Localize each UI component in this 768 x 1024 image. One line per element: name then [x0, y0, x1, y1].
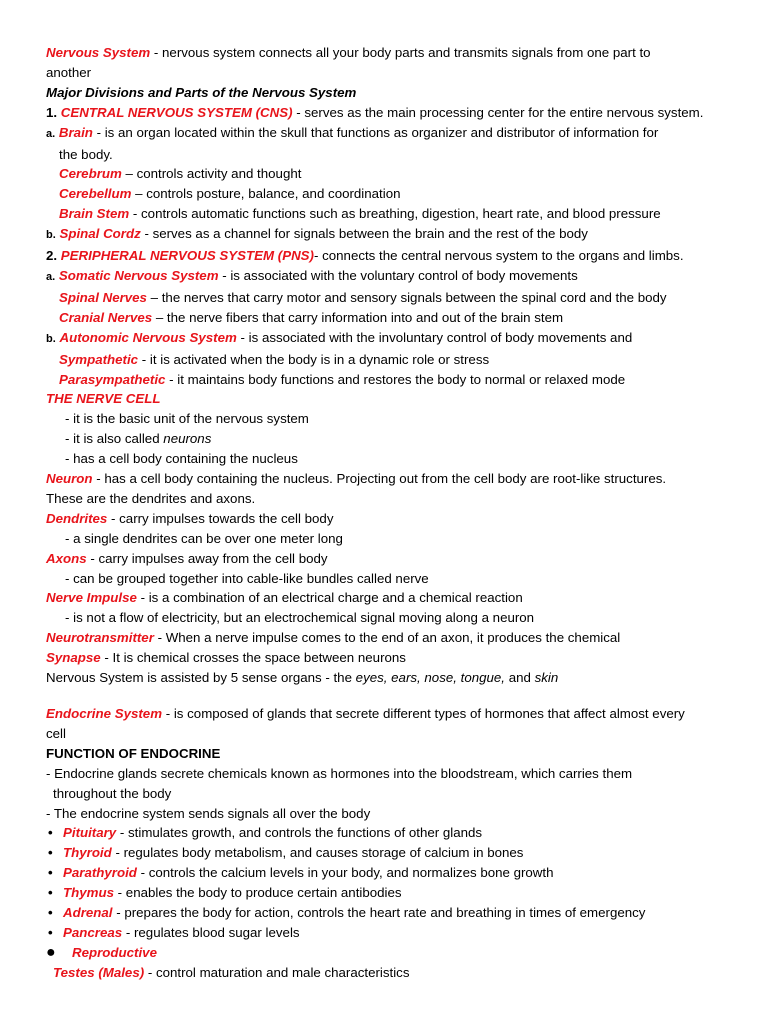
- gland-item-pancreas: [46, 923, 728, 943]
- gland-item-thyroid: [46, 843, 728, 863]
- definition: - stimulates growth, and controls the functions of other glands: [116, 825, 483, 841]
- bullet-icon: •: [48, 825, 53, 841]
- nerve-impulse-sub-point: - is not a flow of electricity, but an electrochemical signal moving along a neuron: [65, 610, 535, 626]
- function-point: - The endocrine system sends signals all over the body: [46, 805, 371, 821]
- term: Cerebrum: [59, 166, 122, 182]
- item-letter: b.: [46, 332, 56, 345]
- axons-item: [46, 549, 728, 569]
- term: Thymus: [63, 885, 114, 901]
- testes-item: [46, 963, 728, 983]
- dendrites-sub-point: - a single dendrites can be over one meter long: [65, 530, 343, 546]
- term: PERIPHERAL NERVOUS SYSTEM (PNS): [60, 248, 314, 264]
- definition: - is composed of glands that secrete different types of hormones that affect almost every: [162, 706, 685, 721]
- function-point: - Endocrine glands secrete chemicals known as hormones into the bloodstream, which carries them: [46, 765, 633, 781]
- function-point-cont: throughout the body: [53, 785, 172, 801]
- definition: – controls activity and thought: [121, 166, 302, 182]
- definition: - regulates body metabolism, and causes storage of calcium in bones: [111, 845, 524, 861]
- sense-organs: eyes, ears, nose, tongue,: [355, 670, 505, 686]
- brain-definition-cont: the body.: [59, 146, 113, 162]
- section-gap: [46, 688, 728, 704]
- function-of-endocrine-heading: FUNCTION OF ENDOCRINE: [46, 745, 221, 761]
- term: Parathyroid: [63, 865, 137, 881]
- item-number: 2.: [46, 248, 58, 264]
- definition: - it maintains body functions and restores the body to normal or relaxed mode: [165, 371, 626, 387]
- item-number: 1.: [46, 104, 58, 120]
- neuron-item: [46, 469, 728, 489]
- bullet-icon: •: [48, 885, 53, 901]
- definition: - enables the body to produce certain antibodies: [113, 885, 402, 901]
- sympathetic-item: [46, 350, 728, 370]
- term: Brain: [58, 124, 93, 140]
- gland-item-reproductive: [46, 943, 728, 963]
- term: Parasympathetic: [59, 371, 166, 387]
- item-letter: a.: [46, 270, 56, 283]
- cerebellum-item: [46, 184, 728, 204]
- definition: - carry impulses away from the cell body: [86, 550, 328, 566]
- definition: - is a combination of an electrical charge and a chemical reaction: [136, 590, 523, 606]
- sense-skin: skin: [534, 670, 559, 686]
- gland-item-adrenal: [46, 903, 728, 923]
- term: Pancreas: [63, 924, 123, 940]
- bullet-icon: •: [48, 924, 53, 940]
- term: Spinal Nerves: [59, 289, 147, 305]
- definition: - When a nerve impulse comes to the end of an axon, it produces the chemical: [153, 630, 621, 646]
- endocrine-definition-cont: cell: [46, 725, 66, 741]
- nerve-cell-point: - it is the basic unit of the nervous system: [65, 411, 309, 427]
- definition: - is associated with the involuntary control of body movements and: [236, 329, 633, 345]
- definition: - nervous system connects all your body parts and transmits signals from one part to: [150, 45, 651, 60]
- term: Spinal Cordz: [59, 226, 141, 242]
- nerve-impulse-item: [46, 588, 728, 608]
- term: Pituitary: [63, 825, 117, 841]
- definition: - is associated with the voluntary control of body movements: [218, 267, 578, 283]
- term: Neurotransmitter: [46, 630, 154, 646]
- nerve-cell-point: - has a cell body containing the nucleus: [65, 451, 298, 467]
- term: Endocrine System: [46, 706, 163, 721]
- item-letter: b.: [46, 229, 56, 242]
- bullet-icon: •: [48, 845, 53, 861]
- pns-item: [46, 246, 728, 266]
- definition: - control maturation and male characteristics: [144, 964, 410, 980]
- term: Somatic Nervous System: [58, 267, 219, 283]
- endocrine-system-definition: [46, 704, 728, 724]
- definition: - serves as the main processing center for the entire nervous system.: [292, 104, 704, 120]
- somatic-item: [46, 266, 728, 288]
- definition: - serves as a channel for signals between the brain and the rest of the body: [140, 226, 588, 242]
- sense-and: and: [505, 670, 535, 686]
- brain-stem-item: [46, 204, 728, 224]
- gland-item-pituitary: [46, 823, 728, 843]
- definition: - carry impulses towards the cell body: [107, 510, 334, 526]
- term: Neuron: [46, 471, 93, 487]
- term: Cranial Nerves: [59, 309, 153, 325]
- term: Reproductive: [72, 944, 157, 960]
- term: Cerebellum: [59, 186, 132, 202]
- bullet-icon: ●: [46, 943, 56, 961]
- definition: - has a cell body containing the nucleus. Projecting out from the cell body are root-like structures.: [92, 471, 667, 487]
- neuron-definition-cont: These are the dendrites and axons.: [46, 490, 256, 506]
- axons-sub-point: - can be grouped together into cable-like bundles called nerve: [65, 570, 429, 586]
- definition: - controls automatic functions such as breathing, digestion, heart rate, and blood pressure: [129, 206, 661, 222]
- term: Thyroid: [63, 845, 112, 861]
- bullet-icon: •: [48, 905, 53, 921]
- nerve-cell-heading: THE NERVE CELL: [46, 391, 161, 407]
- gland-item-thymus: [46, 883, 728, 903]
- definition: - regulates blood sugar levels: [122, 924, 300, 940]
- term: Axons: [46, 550, 87, 566]
- definition: - connects the central nervous system to the organs and limbs.: [313, 248, 684, 264]
- definition: - it is activated when the body is in a dynamic role or stress: [138, 351, 490, 367]
- cranial-nerves-item: [46, 308, 728, 328]
- nervous-system-definition: [46, 43, 728, 63]
- cns-item: [46, 103, 728, 123]
- item-letter: a.: [46, 127, 56, 140]
- sense-text: Nervous System is assisted by 5 sense organs - the: [46, 670, 356, 686]
- spinal-nerves-item: [46, 288, 728, 308]
- gland-item-parathyroid: [46, 863, 728, 883]
- bullet-icon: •: [48, 865, 53, 881]
- autonomic-item: [46, 328, 728, 350]
- dendrites-item: [46, 509, 728, 529]
- parasympathetic-item: [46, 370, 728, 390]
- cerebrum-item: [46, 164, 728, 184]
- term: CENTRAL NERVOUS SYSTEM (CNS): [60, 104, 293, 120]
- definition: - controls the calcium levels in your body, and normalizes bone growth: [136, 865, 554, 881]
- term: Nerve Impulse: [46, 590, 137, 606]
- sense-organs-line: [46, 668, 728, 688]
- major-divisions-heading: Major Divisions and Parts of the Nervous System: [46, 84, 357, 100]
- term: Brain Stem: [59, 206, 130, 222]
- nerve-cell-point: [46, 429, 728, 449]
- term: Testes (Males): [53, 964, 145, 980]
- definition: - It is chemical crosses the space between neurons: [100, 650, 406, 666]
- neurotransmitter-item: [46, 628, 728, 648]
- definition: – the nerves that carry motor and sensory signals between the spinal cord and the body: [146, 289, 667, 305]
- brain-item: [46, 123, 728, 145]
- nervous-system-definition-cont: another: [46, 64, 92, 80]
- term: Sympathetic: [59, 351, 139, 367]
- point-emphasis: neurons: [163, 431, 212, 447]
- synapse-item: [46, 648, 728, 668]
- term: Nervous System: [46, 45, 151, 60]
- definition: – controls posture, balance, and coordination: [131, 186, 401, 202]
- point-text: - it is also called: [65, 431, 164, 447]
- term: Autonomic Nervous System: [59, 329, 237, 345]
- definition: - is an organ located within the skull that functions as organizer and distributor of information for: [92, 124, 659, 140]
- definition: – the nerve fibers that carry information into and out of the brain stem: [152, 309, 564, 325]
- term: Synapse: [46, 650, 101, 666]
- term: Adrenal: [63, 905, 113, 921]
- definition: - prepares the body for action, controls the heart rate and breathing in times of emergency: [112, 905, 646, 921]
- spinal-cord-item: [46, 224, 728, 246]
- term: Dendrites: [46, 510, 108, 526]
